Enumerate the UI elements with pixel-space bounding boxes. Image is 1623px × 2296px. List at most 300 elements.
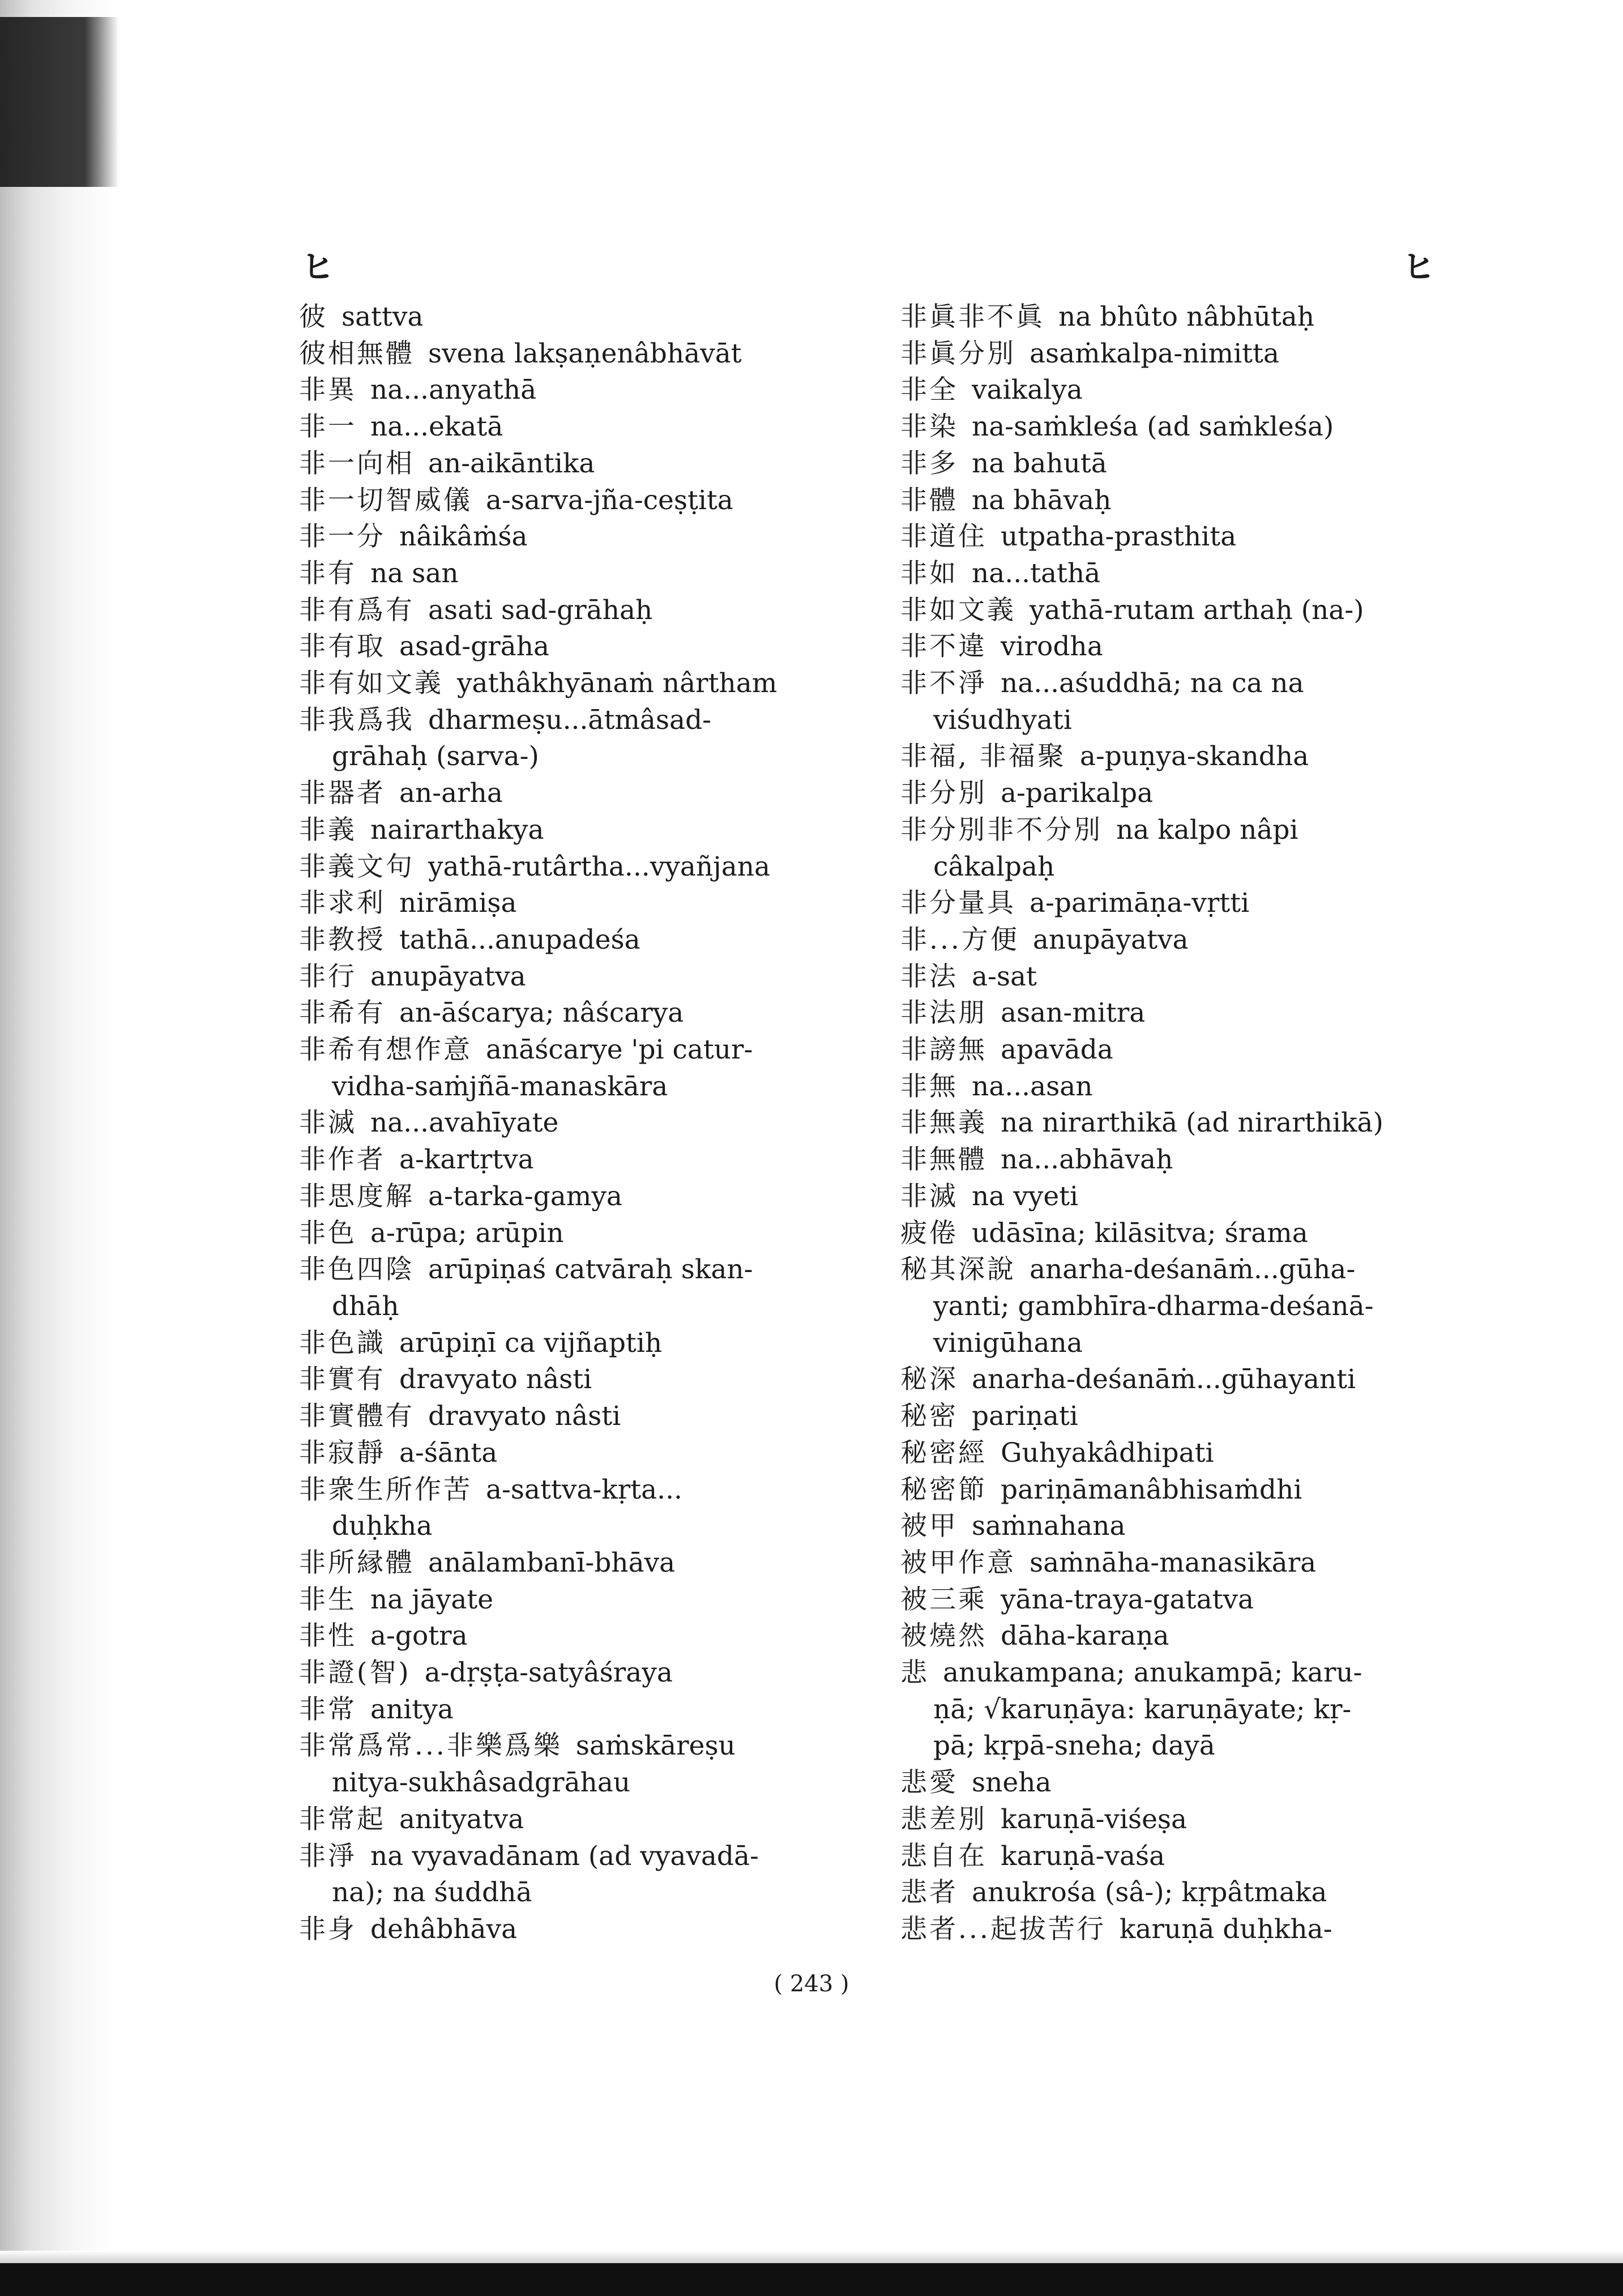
entry-headword: 非一向相 <box>299 447 415 479</box>
entry-headword: 非常 <box>299 1693 357 1725</box>
entry-headword: 疲倦 <box>900 1217 958 1249</box>
entry-line <box>299 1252 877 1288</box>
dictionary-entry <box>900 372 1478 409</box>
dictionary-entry <box>900 483 1478 519</box>
entry-sanskrit: sneha <box>972 1767 1052 1799</box>
entry-sanskrit: karuṇā-vaśa <box>1001 1840 1165 1872</box>
entry-sanskrit: nâikâṁśa <box>399 521 528 553</box>
dictionary-entry <box>299 483 877 519</box>
entry-sanskrit: saṁnāha-manasikāra <box>1030 1547 1317 1578</box>
entry-line <box>900 446 1478 483</box>
entry-line <box>299 1472 877 1509</box>
dictionary-entry <box>299 1911 877 1948</box>
entry-sanskrit: arūpiṇī ca vijñaptiḥ <box>399 1327 663 1359</box>
dictionary-entry <box>299 446 877 483</box>
entry-sanskrit: karuṇā duḥkha- <box>1119 1913 1332 1945</box>
entry-headword: 非無義 <box>900 1107 987 1139</box>
dictionary-entry <box>900 1508 1478 1545</box>
entry-line <box>299 1728 877 1765</box>
entry-headword: 非染 <box>900 411 958 443</box>
entry-headword: 非器者 <box>299 778 386 809</box>
dictionary-entry <box>900 1398 1478 1435</box>
entry-headword: 非義文句 <box>299 851 415 882</box>
dictionary-entry <box>900 995 1478 1032</box>
entry-sanskrit: asad-grāha <box>399 631 549 663</box>
entry-sanskrit: pariṇati <box>972 1401 1078 1432</box>
entry-line <box>299 775 877 812</box>
entry-line <box>299 1545 877 1582</box>
entry-continuation: ṇā; √karuṇāya: karuṇāyate; kṛ- <box>933 1693 1352 1725</box>
entry-sanskrit: vaikalya <box>972 374 1083 406</box>
entry-headword: 非道住 <box>900 521 987 553</box>
entry-line <box>900 1838 1478 1875</box>
entry-headword: 非有 <box>299 557 357 589</box>
entry-line <box>299 665 877 702</box>
entry-headword: 非所縁體 <box>299 1547 415 1578</box>
entry-line <box>900 1069 1478 1106</box>
entry-line <box>900 739 1478 775</box>
entry-sanskrit: a-gotra <box>370 1620 468 1652</box>
entry-line <box>299 1802 877 1838</box>
entry-continuation: yanti; gambhīra-dharma-deśanā- <box>933 1290 1374 1322</box>
entry-headword: 秘密節 <box>900 1474 987 1505</box>
dictionary-entry <box>299 336 877 373</box>
entry-line <box>900 409 1478 446</box>
entry-sanskrit: anarha-deśanāṁ...gūha- <box>1030 1254 1356 1286</box>
entry-sanskrit: an-arha <box>399 778 503 809</box>
entry-sanskrit: na san <box>370 557 459 589</box>
entry-line <box>900 922 1478 959</box>
dictionary-entry <box>900 556 1478 592</box>
entry-sanskrit: dehâbhāva <box>370 1913 518 1945</box>
entry-line <box>299 1618 877 1655</box>
entry-line <box>299 409 877 446</box>
entry-line <box>299 995 877 1032</box>
dictionary-entry <box>900 1655 1478 1765</box>
entry-line <box>900 1508 1478 1545</box>
entry-headword: 非不違 <box>900 631 987 663</box>
entry-sanskrit: karuṇā-viśeṣa <box>1001 1803 1188 1835</box>
entry-headword: 非常爲常...非樂爲樂 <box>299 1730 562 1762</box>
entry-sanskrit: a-parikalpa <box>1001 778 1154 809</box>
entry-headword: 非證(智) <box>299 1657 411 1689</box>
entry-sanskrit: anupāyatva <box>370 961 526 992</box>
dictionary-entry <box>299 1032 877 1105</box>
entry-headword: 秘其深說 <box>900 1254 1016 1286</box>
entry-sanskrit: na vyavadānam (ad vyavadā- <box>370 1840 759 1872</box>
entry-headword: 秘密 <box>900 1401 958 1432</box>
entry-headword: 悲者 <box>900 1877 958 1909</box>
entry-line <box>900 1032 1478 1069</box>
entry-line <box>900 812 1478 849</box>
entry-line <box>900 519 1478 556</box>
entry-sanskrit: dravyato nâsti <box>399 1364 592 1395</box>
entry-continuation: grāhaḥ (sarva-) <box>332 741 539 773</box>
entry-headword: 被三乘 <box>900 1584 987 1615</box>
entry-sanskrit: sattva <box>341 301 424 332</box>
dictionary-entry <box>900 739 1478 775</box>
entry-headword: 非我爲我 <box>299 704 415 736</box>
dictionary-entry <box>299 629 877 665</box>
dictionary-entry <box>299 702 877 775</box>
entry-headword: 非性 <box>299 1620 357 1652</box>
entry-headword: 被甲 <box>900 1510 958 1542</box>
entry-continuation: dhāḥ <box>332 1290 399 1322</box>
dictionary-entry <box>299 1692 877 1729</box>
entry-continuation: na); na śuddhā <box>332 1877 532 1909</box>
entry-headword: 非思度解 <box>299 1180 415 1212</box>
entry-line <box>299 1435 877 1472</box>
entry-sanskrit: na bahutā <box>972 447 1107 479</box>
dictionary-entry <box>299 592 877 629</box>
entry-sanskrit: asan-mitra <box>1001 997 1146 1029</box>
dictionary-entry <box>299 1545 877 1582</box>
entry-sanskrit: anupāyatva <box>1032 924 1189 955</box>
entry-line <box>900 1875 1478 1911</box>
entry-sanskrit: na jāyate <box>370 1584 494 1615</box>
dictionary-entry <box>299 1325 877 1362</box>
entry-line <box>900 1252 1478 1288</box>
entry-line <box>299 1215 877 1252</box>
entry-headword: 非滅 <box>900 1180 958 1212</box>
dictionary-entry <box>900 1362 1478 1398</box>
entry-sanskrit: dravyato nâsti <box>428 1401 621 1432</box>
dictionary-entry <box>900 1765 1478 1802</box>
entry-headword: 非行 <box>299 961 357 992</box>
entry-headword: 非體 <box>900 484 958 516</box>
dictionary-entry <box>299 299 877 336</box>
entry-line <box>900 1618 1478 1655</box>
entry-headword: 彼 <box>299 301 328 332</box>
entry-sanskrit: nairarthakya <box>370 814 544 846</box>
entry-line <box>299 1142 877 1179</box>
entry-line <box>900 1655 1478 1692</box>
dictionary-entry <box>900 409 1478 446</box>
entry-sanskrit: dharmeṣu...ātmâsad- <box>428 704 712 736</box>
entry-headword: 非有如文義 <box>299 668 443 699</box>
entry-line <box>900 1398 1478 1435</box>
entry-sanskrit: anālambanī-bhāva <box>428 1547 676 1578</box>
entry-sanskrit: na...aśuddhā; na ca na <box>1001 668 1304 699</box>
entry-continuation: vidha-saṁjñā-manaskāra <box>332 1070 668 1102</box>
entry-line <box>299 1398 877 1435</box>
dictionary-entry <box>900 299 1478 336</box>
entry-headword: 非衆生所作苦 <box>299 1474 472 1505</box>
entry-headword: 非滅 <box>299 1107 357 1139</box>
entry-line <box>900 1435 1478 1472</box>
entry-headword: 非法朋 <box>900 997 987 1029</box>
entry-line <box>299 1362 877 1398</box>
dictionary-entry <box>900 1142 1478 1179</box>
entry-line <box>299 1655 877 1692</box>
entry-continuation: duḥkha <box>332 1510 433 1542</box>
entry-sanskrit: tathā...anupadeśa <box>399 924 640 955</box>
entry-sanskrit: asati sad-grāhaḥ <box>428 594 653 626</box>
entry-sanskrit: na...avahīyate <box>370 1107 559 1139</box>
entry-line <box>299 1582 877 1619</box>
entry-line <box>299 702 877 739</box>
dictionary-entry <box>900 519 1478 556</box>
entry-headword: 悲 <box>900 1657 929 1689</box>
dictionary-entry <box>299 372 877 409</box>
entry-line <box>299 885 877 922</box>
entry-line <box>900 1582 1478 1619</box>
dictionary-entry <box>299 849 877 886</box>
dictionary-entry <box>299 775 877 812</box>
entry-headword: 非一切智威儀 <box>299 484 472 516</box>
entry-headword: 非色 <box>299 1217 357 1249</box>
scan-binding-edge <box>0 17 119 187</box>
entry-sanskrit: a-tarka-gamya <box>428 1180 622 1212</box>
entry-continuation: nitya-sukhâsadgrāhau <box>332 1767 631 1799</box>
entry-headword: 非希有想作意 <box>299 1034 472 1066</box>
entry-headword: 非福, 非福聚 <box>900 741 1066 773</box>
entry-headword: 非分量具 <box>900 887 1016 919</box>
entry-line <box>299 592 877 629</box>
entry-line <box>299 446 877 483</box>
entry-headword: 被甲作意 <box>900 1547 1016 1578</box>
entry-sanskrit: anāścarye 'pi catur- <box>486 1034 753 1066</box>
entry-headword: 非無 <box>900 1070 958 1102</box>
dictionary-entry <box>299 1142 877 1179</box>
dictionary-entry <box>900 1545 1478 1582</box>
dictionary-entry <box>299 1728 877 1801</box>
entry-line <box>299 812 877 849</box>
entry-headword: 悲自在 <box>900 1840 987 1872</box>
entry-headword: 非眞分別 <box>900 338 1016 369</box>
entry-sanskrit: saṁnahana <box>972 1510 1126 1542</box>
dictionary-entry <box>299 1105 877 1142</box>
entry-continuation: câkalpaḥ <box>933 851 1055 882</box>
entry-headword: 非全 <box>900 374 958 406</box>
entry-headword: 非一分 <box>299 521 386 553</box>
entry-headword: 非一 <box>299 411 357 443</box>
entry-headword: 秘密經 <box>900 1437 987 1469</box>
entry-headword: 被燒然 <box>900 1620 987 1652</box>
entry-sanskrit: a-sarva-jña-ceṣṭita <box>486 484 733 516</box>
entry-sanskrit: asaṁkalpa-nimitta <box>1030 338 1279 369</box>
left-column <box>299 299 877 1948</box>
entry-sanskrit: na-saṁkleśa (ad saṁkleśa) <box>972 411 1334 443</box>
entry-headword: 非有爲有 <box>299 594 415 626</box>
dictionary-entry <box>900 446 1478 483</box>
entry-sanskrit: virodha <box>1001 631 1103 663</box>
entry-line <box>299 849 877 886</box>
dictionary-entry <box>299 1838 877 1911</box>
entry-line <box>900 1545 1478 1582</box>
entry-headword: 非實有 <box>299 1364 386 1395</box>
entry-line <box>299 1105 877 1142</box>
entry-headword: 非生 <box>299 1584 357 1615</box>
dictionary-entry <box>900 1069 1478 1106</box>
dictionary-entry <box>900 1618 1478 1655</box>
dictionary-entry <box>299 812 877 849</box>
entry-line <box>900 336 1478 373</box>
scan-binding-shadow <box>0 0 113 2296</box>
dictionary-entry <box>900 885 1478 922</box>
entry-line <box>299 922 877 959</box>
dictionary-entry <box>299 995 877 1032</box>
entry-sanskrit: na bhûto nâbhūtaḥ <box>1058 301 1315 332</box>
entry-headword: 非常起 <box>299 1803 386 1835</box>
dictionary-entry <box>900 922 1478 959</box>
entry-line <box>299 336 877 373</box>
dictionary-entry <box>299 1252 877 1325</box>
entry-sanskrit: a-puṇya-skandha <box>1079 741 1309 773</box>
entry-sanskrit: na bhāvaḥ <box>972 484 1112 516</box>
entry-sanskrit: nirāmiṣa <box>399 887 517 919</box>
entry-headword: 非分別 <box>900 778 987 809</box>
entry-line <box>299 629 877 665</box>
entry-headword: 非異 <box>299 374 357 406</box>
entry-headword: 非如文義 <box>900 594 1016 626</box>
entry-line <box>900 1911 1478 1948</box>
entry-line <box>900 592 1478 629</box>
dictionary-entry <box>299 1618 877 1655</box>
entry-sanskrit: arūpiṇaś catvāraḥ skan- <box>428 1254 753 1286</box>
dictionary-entry <box>900 629 1478 665</box>
dictionary-entry <box>299 1215 877 1252</box>
dictionary-entry <box>900 665 1478 739</box>
entry-sanskrit: anitya <box>370 1693 454 1725</box>
entry-line <box>900 959 1478 996</box>
entry-sanskrit: anukampana; anukampā; karu- <box>943 1657 1363 1689</box>
entry-line <box>900 1472 1478 1509</box>
entry-line <box>299 483 877 519</box>
entry-sanskrit: na kalpo nâpi <box>1116 814 1299 846</box>
entry-line <box>900 299 1478 336</box>
entry-headword: 非眞非不眞 <box>900 301 1045 332</box>
entry-line <box>900 1142 1478 1179</box>
entry-headword: 悲者...起拔苦行 <box>900 1913 1106 1945</box>
entry-headword: 非謗無 <box>900 1034 987 1066</box>
dictionary-entry <box>900 1179 1478 1215</box>
entry-sanskrit: apavāda <box>1001 1034 1113 1066</box>
entry-sanskrit: na...tathā <box>972 557 1101 589</box>
dictionary-entry <box>900 1252 1478 1362</box>
entry-line <box>900 556 1478 592</box>
entry-sanskrit: a-sattva-kṛta... <box>486 1474 682 1505</box>
dictionary-entry <box>299 409 877 446</box>
entry-line <box>299 1179 877 1215</box>
entry-line <box>900 665 1478 702</box>
scan-bottom-edge <box>0 2263 1623 2296</box>
entry-sanskrit: na vyeti <box>972 1180 1079 1212</box>
entry-continuation: viśudhyati <box>933 704 1072 736</box>
entry-sanskrit: saṁskāreṣu <box>575 1730 736 1762</box>
entry-sanskrit: dāha-karaṇa <box>1001 1620 1169 1652</box>
entry-sanskrit: an-āścarya; nâścarya <box>399 997 684 1029</box>
entry-sanskrit: na...abhāvaḥ <box>1001 1144 1173 1176</box>
dictionary-entry <box>299 922 877 959</box>
entry-line <box>900 1215 1478 1252</box>
entry-headword: 非分別非不分別 <box>900 814 1103 846</box>
entry-headword: 非如 <box>900 557 958 589</box>
entry-line <box>900 1765 1478 1802</box>
dictionary-entry <box>900 592 1478 629</box>
dictionary-entry <box>900 336 1478 373</box>
entry-line <box>299 1032 877 1069</box>
entry-line <box>299 299 877 336</box>
entry-sanskrit: a-sat <box>972 961 1037 992</box>
entry-headword: 非寂靜 <box>299 1437 386 1469</box>
dictionary-entry <box>900 1215 1478 1252</box>
dictionary-entry <box>900 1838 1478 1875</box>
entry-headword: 非...方便 <box>900 924 1019 955</box>
entry-sanskrit: utpatha-prasthita <box>1001 521 1237 553</box>
right-column <box>900 299 1478 1948</box>
entry-line <box>299 1911 877 1948</box>
entry-headword: 秘深 <box>900 1364 958 1395</box>
entry-line <box>900 1362 1478 1398</box>
entry-line <box>299 556 877 592</box>
entry-headword: 非身 <box>299 1913 357 1945</box>
entry-line <box>900 483 1478 519</box>
dictionary-entry <box>299 1472 877 1545</box>
page-number: ( 243 ) <box>774 1971 849 1997</box>
entry-headword: 非色識 <box>299 1327 386 1359</box>
entry-sanskrit: an-aikāntika <box>428 447 595 479</box>
dictionary-entry <box>299 885 877 922</box>
entry-headword: 非希有 <box>299 997 386 1029</box>
entry-line <box>900 629 1478 665</box>
entry-sanskrit: na...anyathā <box>370 374 537 406</box>
entry-headword: 非求利 <box>299 887 386 919</box>
entry-headword: 非色四陰 <box>299 1254 415 1286</box>
entry-sanskrit: na...ekatā <box>370 411 503 443</box>
dictionary-entry <box>900 1802 1478 1838</box>
entry-line <box>299 1692 877 1729</box>
entry-line <box>900 995 1478 1032</box>
header-right-kana: ヒ <box>1402 247 1436 286</box>
entry-line <box>299 959 877 996</box>
dictionary-entry <box>299 1362 877 1398</box>
entry-sanskrit: yathā-rutam arthaḥ (na-) <box>1030 594 1364 626</box>
entry-headword: 彼相無體 <box>299 338 415 369</box>
dictionary-entry <box>900 775 1478 812</box>
entry-sanskrit: svena lakṣaṇenâbhāvāt <box>428 338 742 369</box>
entry-sanskrit: yathâkhyānaṁ nârtham <box>457 668 778 699</box>
entry-headword: 非有取 <box>299 631 386 663</box>
dictionary-entry <box>900 1875 1478 1911</box>
entry-sanskrit: anukrośa (sâ-); kṛpâtmaka <box>972 1877 1327 1909</box>
dictionary-entry <box>299 1802 877 1838</box>
entry-line <box>299 1838 877 1875</box>
dictionary-entry <box>299 1655 877 1692</box>
entry-sanskrit: na...asan <box>972 1070 1093 1102</box>
dictionary-entry <box>299 959 877 996</box>
entry-sanskrit: anityatva <box>399 1803 524 1835</box>
dictionary-entry <box>299 1435 877 1472</box>
scan-bottom-shade <box>0 2251 1623 2263</box>
dictionary-entry <box>299 665 877 702</box>
dictionary-entry <box>900 959 1478 996</box>
entry-sanskrit: a-parimāṇa-vṛtti <box>1030 887 1250 919</box>
entry-headword: 非多 <box>900 447 958 479</box>
entry-line <box>900 885 1478 922</box>
entry-headword: 非法 <box>900 961 958 992</box>
dictionary-entry <box>900 1582 1478 1619</box>
entry-line <box>900 372 1478 409</box>
entry-line <box>299 519 877 556</box>
dictionary-entry <box>900 1911 1478 1948</box>
entry-line <box>900 1105 1478 1142</box>
entry-continuation: vinigūhana <box>933 1327 1083 1359</box>
entry-sanskrit: a-dṛṣṭa-satyâśraya <box>424 1657 673 1689</box>
entry-headword: 非不淨 <box>900 668 987 699</box>
dictionary-entry <box>900 1472 1478 1509</box>
entry-headword: 非實體有 <box>299 1401 415 1432</box>
